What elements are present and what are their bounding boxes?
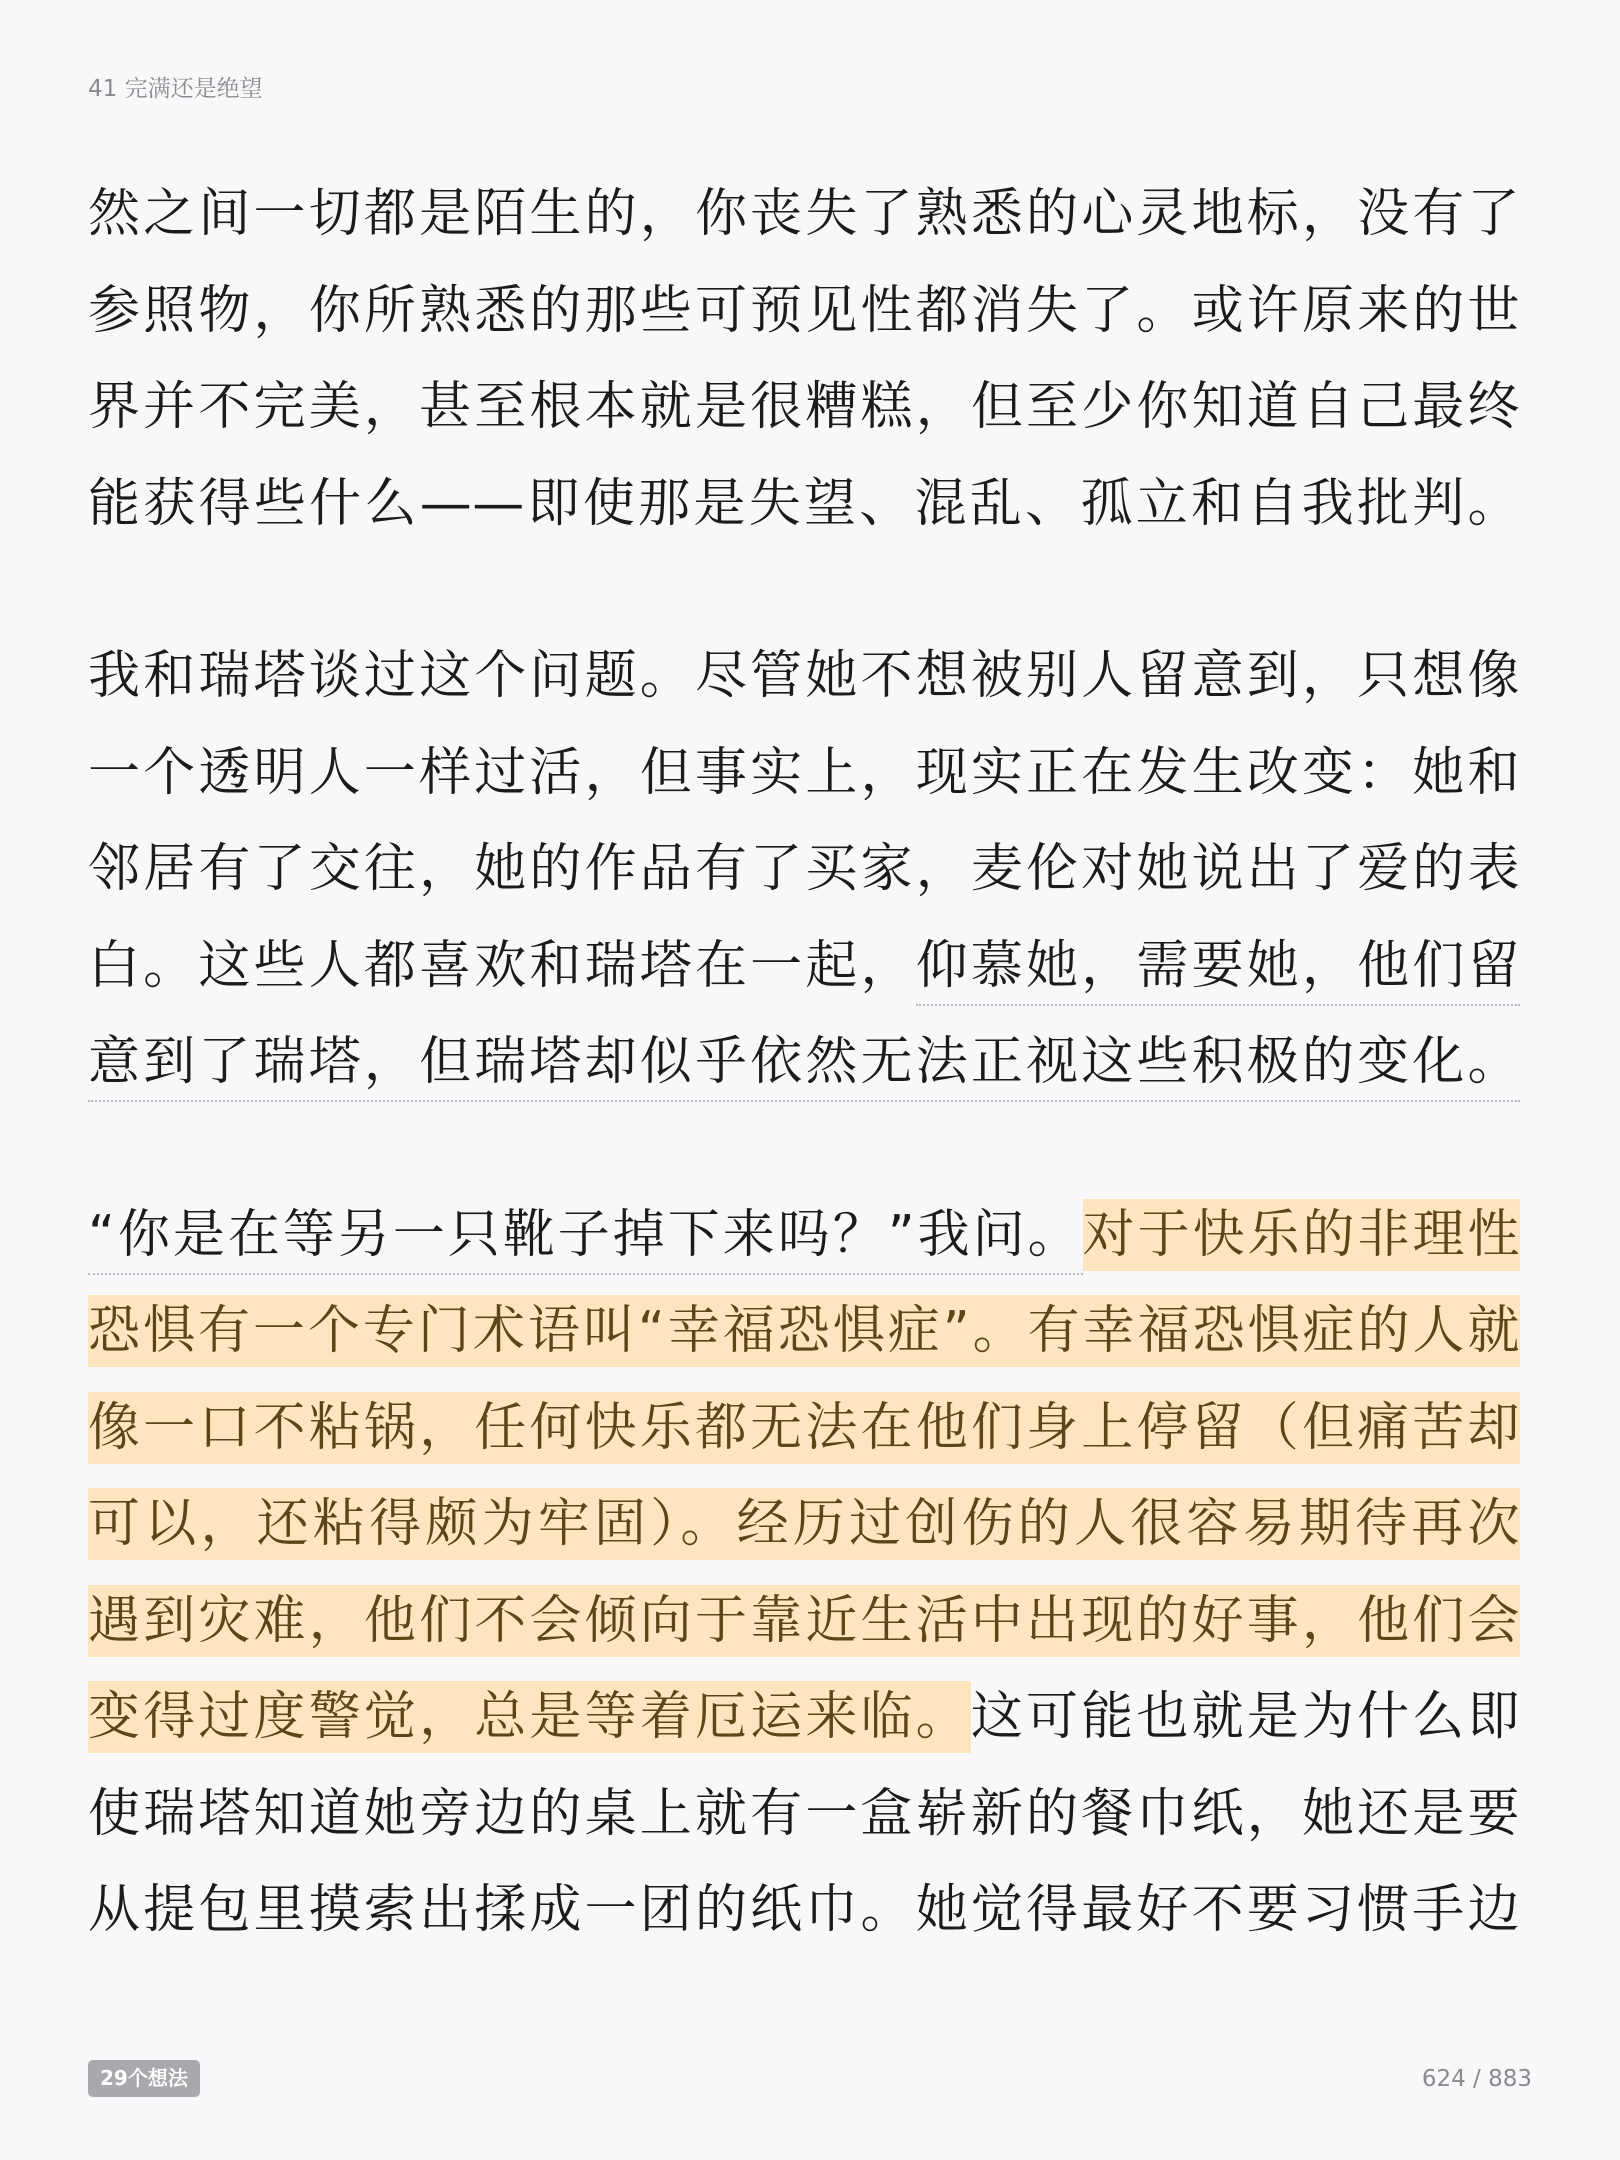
body-text: 邻居有了交往，她的作品有了买家，麦伦对她说出了爱的表 (88, 839, 1520, 899)
text-line (88, 918, 1520, 1015)
text-line (88, 628, 1520, 725)
thoughts-badge-button[interactable]: 29个想法 (88, 2060, 200, 2097)
text-line (88, 359, 1520, 456)
text-line (88, 725, 1520, 822)
text-line (88, 1187, 1520, 1284)
reading-content[interactable] (88, 166, 1520, 2035)
highlighted-text[interactable]: 对于快乐的非理性 (1083, 1199, 1520, 1271)
body-text: 我和瑞塔谈过这个问题。尽管她不想被别人留意到，只想像 (88, 646, 1520, 706)
highlighted-text[interactable]: 变得过度警觉，总是等着厄运来临。 (88, 1681, 971, 1753)
page-indicator: 624 / 883 (1421, 2066, 1532, 2092)
text-line (88, 166, 1520, 263)
text-line (88, 1669, 1520, 1766)
text-line (88, 1862, 1520, 1959)
noted-text[interactable]: 意到了瑞塔，但瑞塔却似乎依然无法正视这些积极的变化。 (88, 1032, 1520, 1102)
body-text: 参照物，你所熟悉的那些可预见性都消失了。或许原来的世 (88, 280, 1520, 341)
text-line (88, 1476, 1520, 1573)
text-line (88, 1014, 1520, 1111)
text-line (88, 1766, 1520, 1863)
noted-text[interactable]: “你是在等另一只靴子掉下来吗？”我问。 (88, 1205, 1083, 1275)
paragraph (88, 166, 1520, 552)
text-line (88, 456, 1520, 553)
text-line (88, 821, 1520, 918)
body-text: 能获得些什么——即使那是失望、混乱、孤立和自我批判。 (88, 473, 1520, 534)
highlighted-text[interactable]: 遇到灾难，他们不会倾向于靠近生活中出现的好事，他们会 (88, 1585, 1520, 1657)
body-text: 使瑞塔知道她旁边的桌上就有一盒崭新的餐巾纸，她还是要 (88, 1783, 1520, 1844)
body-text: 白。这些人都喜欢和瑞塔在一起， (88, 935, 916, 996)
chapter-title: 41 完满还是绝望 (88, 76, 263, 102)
paragraph (88, 628, 1520, 1111)
body-text: 界并不完美，甚至根本就是很糟糕，但至少你知道自己最终 (88, 377, 1520, 437)
paragraph (88, 1187, 1520, 1959)
body-text: 一个透明人一样过活，但事实上，现实正在发生改变：她和 (88, 742, 1520, 803)
body-text: 然之间一切都是陌生的，你丧失了熟悉的心灵地标，没有了 (88, 184, 1520, 244)
highlighted-text[interactable]: 像一口不粘锅，任何快乐都无法在他们身上停留（但痛苦却 (88, 1392, 1520, 1464)
text-line (88, 1573, 1520, 1670)
highlighted-text[interactable]: 可以，还粘得颇为牢固）。经历过创伤的人很容易期待再次 (88, 1488, 1520, 1560)
body-text: 这可能也就是为什么即 (970, 1687, 1520, 1747)
noted-text[interactable]: 仰慕她，需要她，他们留 (916, 936, 1520, 1006)
text-line (88, 263, 1520, 360)
text-line (88, 1283, 1520, 1380)
text-line (88, 1380, 1520, 1477)
body-text: 从提包里摸索出揉成一团的纸巾。她觉得最好不要习惯手边 (88, 1880, 1520, 1940)
highlighted-text[interactable]: 恐惧有一个专门术语叫“幸福恐惧症”。有幸福恐惧症的人就 (88, 1295, 1520, 1367)
